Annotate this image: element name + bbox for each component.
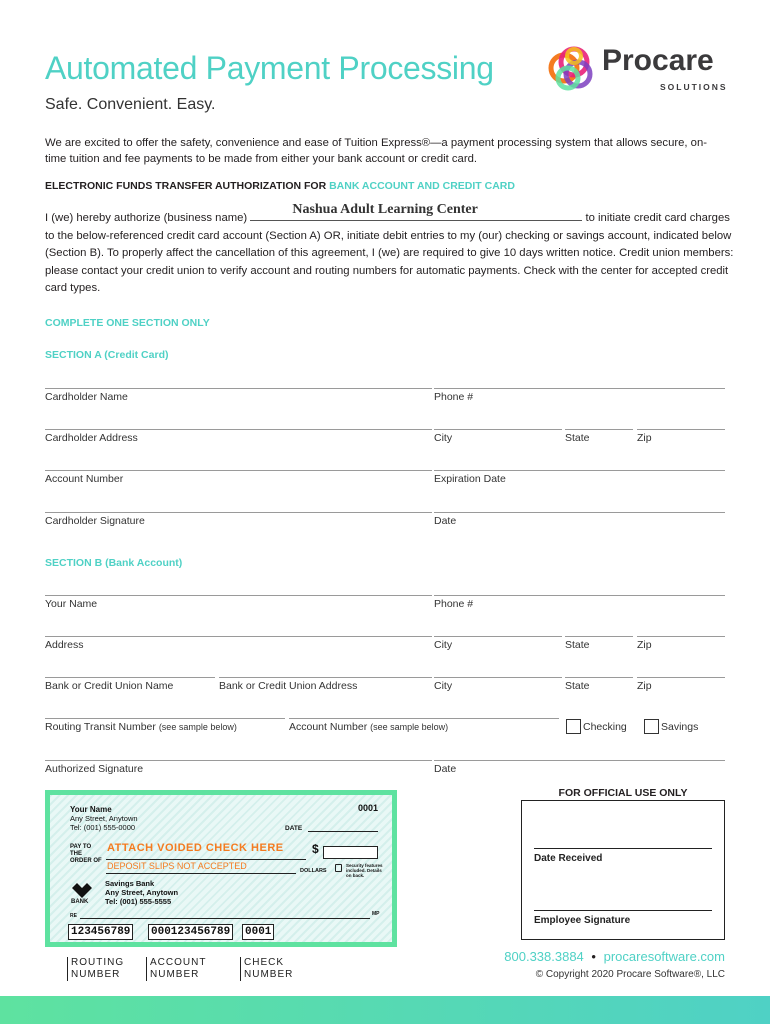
copyright: © Copyright 2020 Procare Software®, LLC: [535, 969, 725, 980]
date-a-field[interactable]: [434, 512, 725, 513]
bank-name-label: Bank or Credit Union Name: [45, 680, 174, 692]
official-use-heading: FOR OFFICIAL USE ONLY: [558, 787, 688, 799]
check-amount-box: [323, 846, 378, 859]
authorized-signature-field[interactable]: [45, 760, 432, 761]
attach-voided-check: ATTACH VOIDED CHECK HERE: [107, 842, 284, 854]
sample-check: [45, 790, 397, 947]
cardholder-address-field[interactable]: [45, 429, 432, 430]
city-a-field[interactable]: [434, 429, 562, 430]
check-memo-line: [80, 918, 370, 919]
check-dollar-sign: $: [312, 842, 319, 856]
savings-checkbox[interactable]: [644, 719, 659, 734]
checking-label: Checking: [583, 721, 627, 733]
official-use-box: [521, 800, 725, 940]
address-b-label: Address: [45, 639, 84, 651]
lock-icon: [335, 864, 342, 872]
bank-address-label: Bank or Credit Union Address: [219, 680, 358, 692]
routing-number-caption: ROUTING NUMBER: [67, 957, 127, 981]
check-number-caption: CHECK NUMBER: [240, 957, 296, 981]
your-name-field[interactable]: [45, 595, 432, 596]
check-payee-line: [106, 859, 306, 860]
state-a-field[interactable]: [565, 429, 633, 430]
contact-separator: •: [591, 949, 596, 964]
check-number-box: 0001: [242, 924, 274, 940]
date-received-label: Date Received: [534, 853, 603, 864]
check-date-label: DATE: [285, 825, 303, 832]
intro-text: We are excited to offer the safety, convenience and ease of Tuition Express®—a payment processing system that allows secure, on-time tuition and fee payments to be made from either your bank account or credit card.: [45, 137, 708, 165]
city-bank-field[interactable]: [434, 677, 562, 678]
state-bank-field[interactable]: [565, 677, 633, 678]
city-b-label: City: [434, 639, 453, 651]
check-payer-name: Your Name: [70, 805, 112, 814]
business-name-value: Nashua Adult Learning Center: [292, 202, 478, 217]
bank-name-field[interactable]: [45, 677, 215, 678]
procare-logo: [544, 42, 729, 94]
check-amount-words-line: [106, 873, 296, 874]
check-payer-street: Any Street, Anytown: [70, 814, 138, 823]
check-bank-name: Savings Bank: [105, 879, 155, 888]
check-date-line: [308, 831, 378, 832]
footer-bar: [0, 996, 770, 1024]
date-received-field[interactable]: [534, 848, 712, 849]
routing-number-label: Routing Transit Number (see sample below): [45, 721, 237, 733]
address-b-field[interactable]: [45, 636, 432, 637]
routing-number-box: 123456789: [68, 924, 133, 940]
city-b-field[interactable]: [434, 636, 562, 637]
bank-logo-text: BANK: [71, 899, 89, 905]
deposit-slips-note: DEPOSIT SLIPS NOT ACCEPTED: [107, 861, 247, 871]
check-bank-street: Any Street, Anytown: [105, 888, 179, 897]
phone-a-label: Phone #: [434, 391, 474, 403]
check-pay-to-label: PAY TO THE ORDER OF: [70, 844, 102, 864]
check-number-top: 0001: [358, 803, 379, 813]
procare-logo-mark: [544, 42, 600, 94]
city-a-label: City: [434, 432, 453, 444]
employee-signature-label: Employee Signature: [534, 915, 631, 926]
contact-line: [504, 949, 725, 964]
phone-b-label: Phone #: [434, 598, 474, 610]
savings-label: Savings: [661, 721, 699, 733]
zip-a-field[interactable]: [637, 429, 725, 430]
zip-b-field[interactable]: [637, 636, 725, 637]
account-number-box: 000123456789: [148, 924, 233, 940]
zip-bank-label: Zip: [637, 680, 652, 692]
zip-b-label: Zip: [637, 639, 652, 651]
check-mp-label: MP: [372, 911, 380, 917]
state-a-label: State: [565, 432, 590, 444]
cardholder-name-label: Cardholder Name: [45, 391, 128, 403]
city-bank-label: City: [434, 680, 453, 692]
checking-checkbox[interactable]: [566, 719, 581, 734]
account-number-a-label: Account Number: [45, 473, 124, 485]
date-b-field[interactable]: [434, 760, 725, 761]
account-number-b-field[interactable]: [289, 718, 559, 719]
check-payer-tel: Tel: (001) 555-0000: [70, 823, 136, 832]
authorization-paragraph: I (we) hereby authorize (business name) Nashua Adult Learning Center to initiate credit card charges to the below-referenced credit card account (Section A) OR, initiate debit entries to my (our) checking or savings account, indicated below (Section B). To properly affect the cancellation of this agreement, I (we) are required to give 10 days written notice. Credit union members: please contact your credit union to verify account and routing numbers for automatic payments. Check with the center for accepted credit card types.: [45, 202, 734, 294]
section-a-heading: SECTION A (Credit Card): [45, 349, 169, 361]
expiration-date-field[interactable]: [434, 470, 725, 471]
state-b-label: State: [565, 639, 590, 651]
complete-one-heading: COMPLETE ONE SECTION ONLY: [45, 317, 210, 329]
expiration-date-label: Expiration Date: [434, 473, 506, 485]
authorized-signature-label: Authorized Signature: [45, 763, 144, 775]
contact-phone: 800.338.3884: [504, 949, 584, 964]
section-b-heading: SECTION B (Bank Account): [45, 557, 183, 569]
business-name-field[interactable]: [250, 202, 582, 221]
check-bank-tel: Tel: (001) 555-5555: [105, 897, 172, 906]
routing-number-field[interactable]: [45, 718, 285, 719]
cardholder-address-label: Cardholder Address: [45, 432, 138, 444]
phone-b-field[interactable]: [434, 595, 725, 596]
eft-heading: ELECTRONIC FUNDS TRANSFER AUTHORIZATION FOR BANK ACCOUNT AND CREDIT CARD: [45, 180, 515, 192]
logo-sub: SOLUTIONS: [660, 82, 728, 92]
employee-signature-field[interactable]: [534, 910, 712, 911]
zip-bank-field[interactable]: [637, 677, 725, 678]
check-re-label: RE: [70, 913, 77, 919]
your-name-label: Your Name: [45, 598, 98, 610]
page-title: Automated Payment Processing: [45, 50, 494, 86]
cardholder-signature-label: Cardholder Signature: [45, 515, 145, 527]
zip-a-label: Zip: [637, 432, 652, 444]
phone-a-field[interactable]: [434, 388, 725, 389]
account-number-b-label: Account Number (see sample below): [289, 721, 449, 733]
cardholder-name-field[interactable]: [45, 388, 432, 389]
date-a-label: Date: [434, 515, 457, 527]
eft-heading-highlight: BANK ACCOUNT AND CREDIT CARD: [329, 180, 515, 192]
contact-website[interactable]: procaresoftware.com: [603, 949, 725, 964]
check-security-note: Security features included. Details on back.: [346, 863, 383, 878]
account-number-a-field[interactable]: [45, 470, 432, 471]
state-bank-label: State: [565, 680, 590, 692]
bank-address-field[interactable]: [219, 677, 432, 678]
check-dollars-label: DOLLARS: [300, 868, 327, 874]
logo-name: Procare: [602, 44, 714, 77]
account-number-caption: ACCOUNT NUMBER: [146, 957, 212, 981]
date-b-label: Date: [434, 763, 457, 775]
state-b-field[interactable]: [565, 636, 633, 637]
cardholder-signature-field[interactable]: [45, 512, 432, 513]
page-subtitle: Safe. Convenient. Easy.: [45, 96, 216, 113]
